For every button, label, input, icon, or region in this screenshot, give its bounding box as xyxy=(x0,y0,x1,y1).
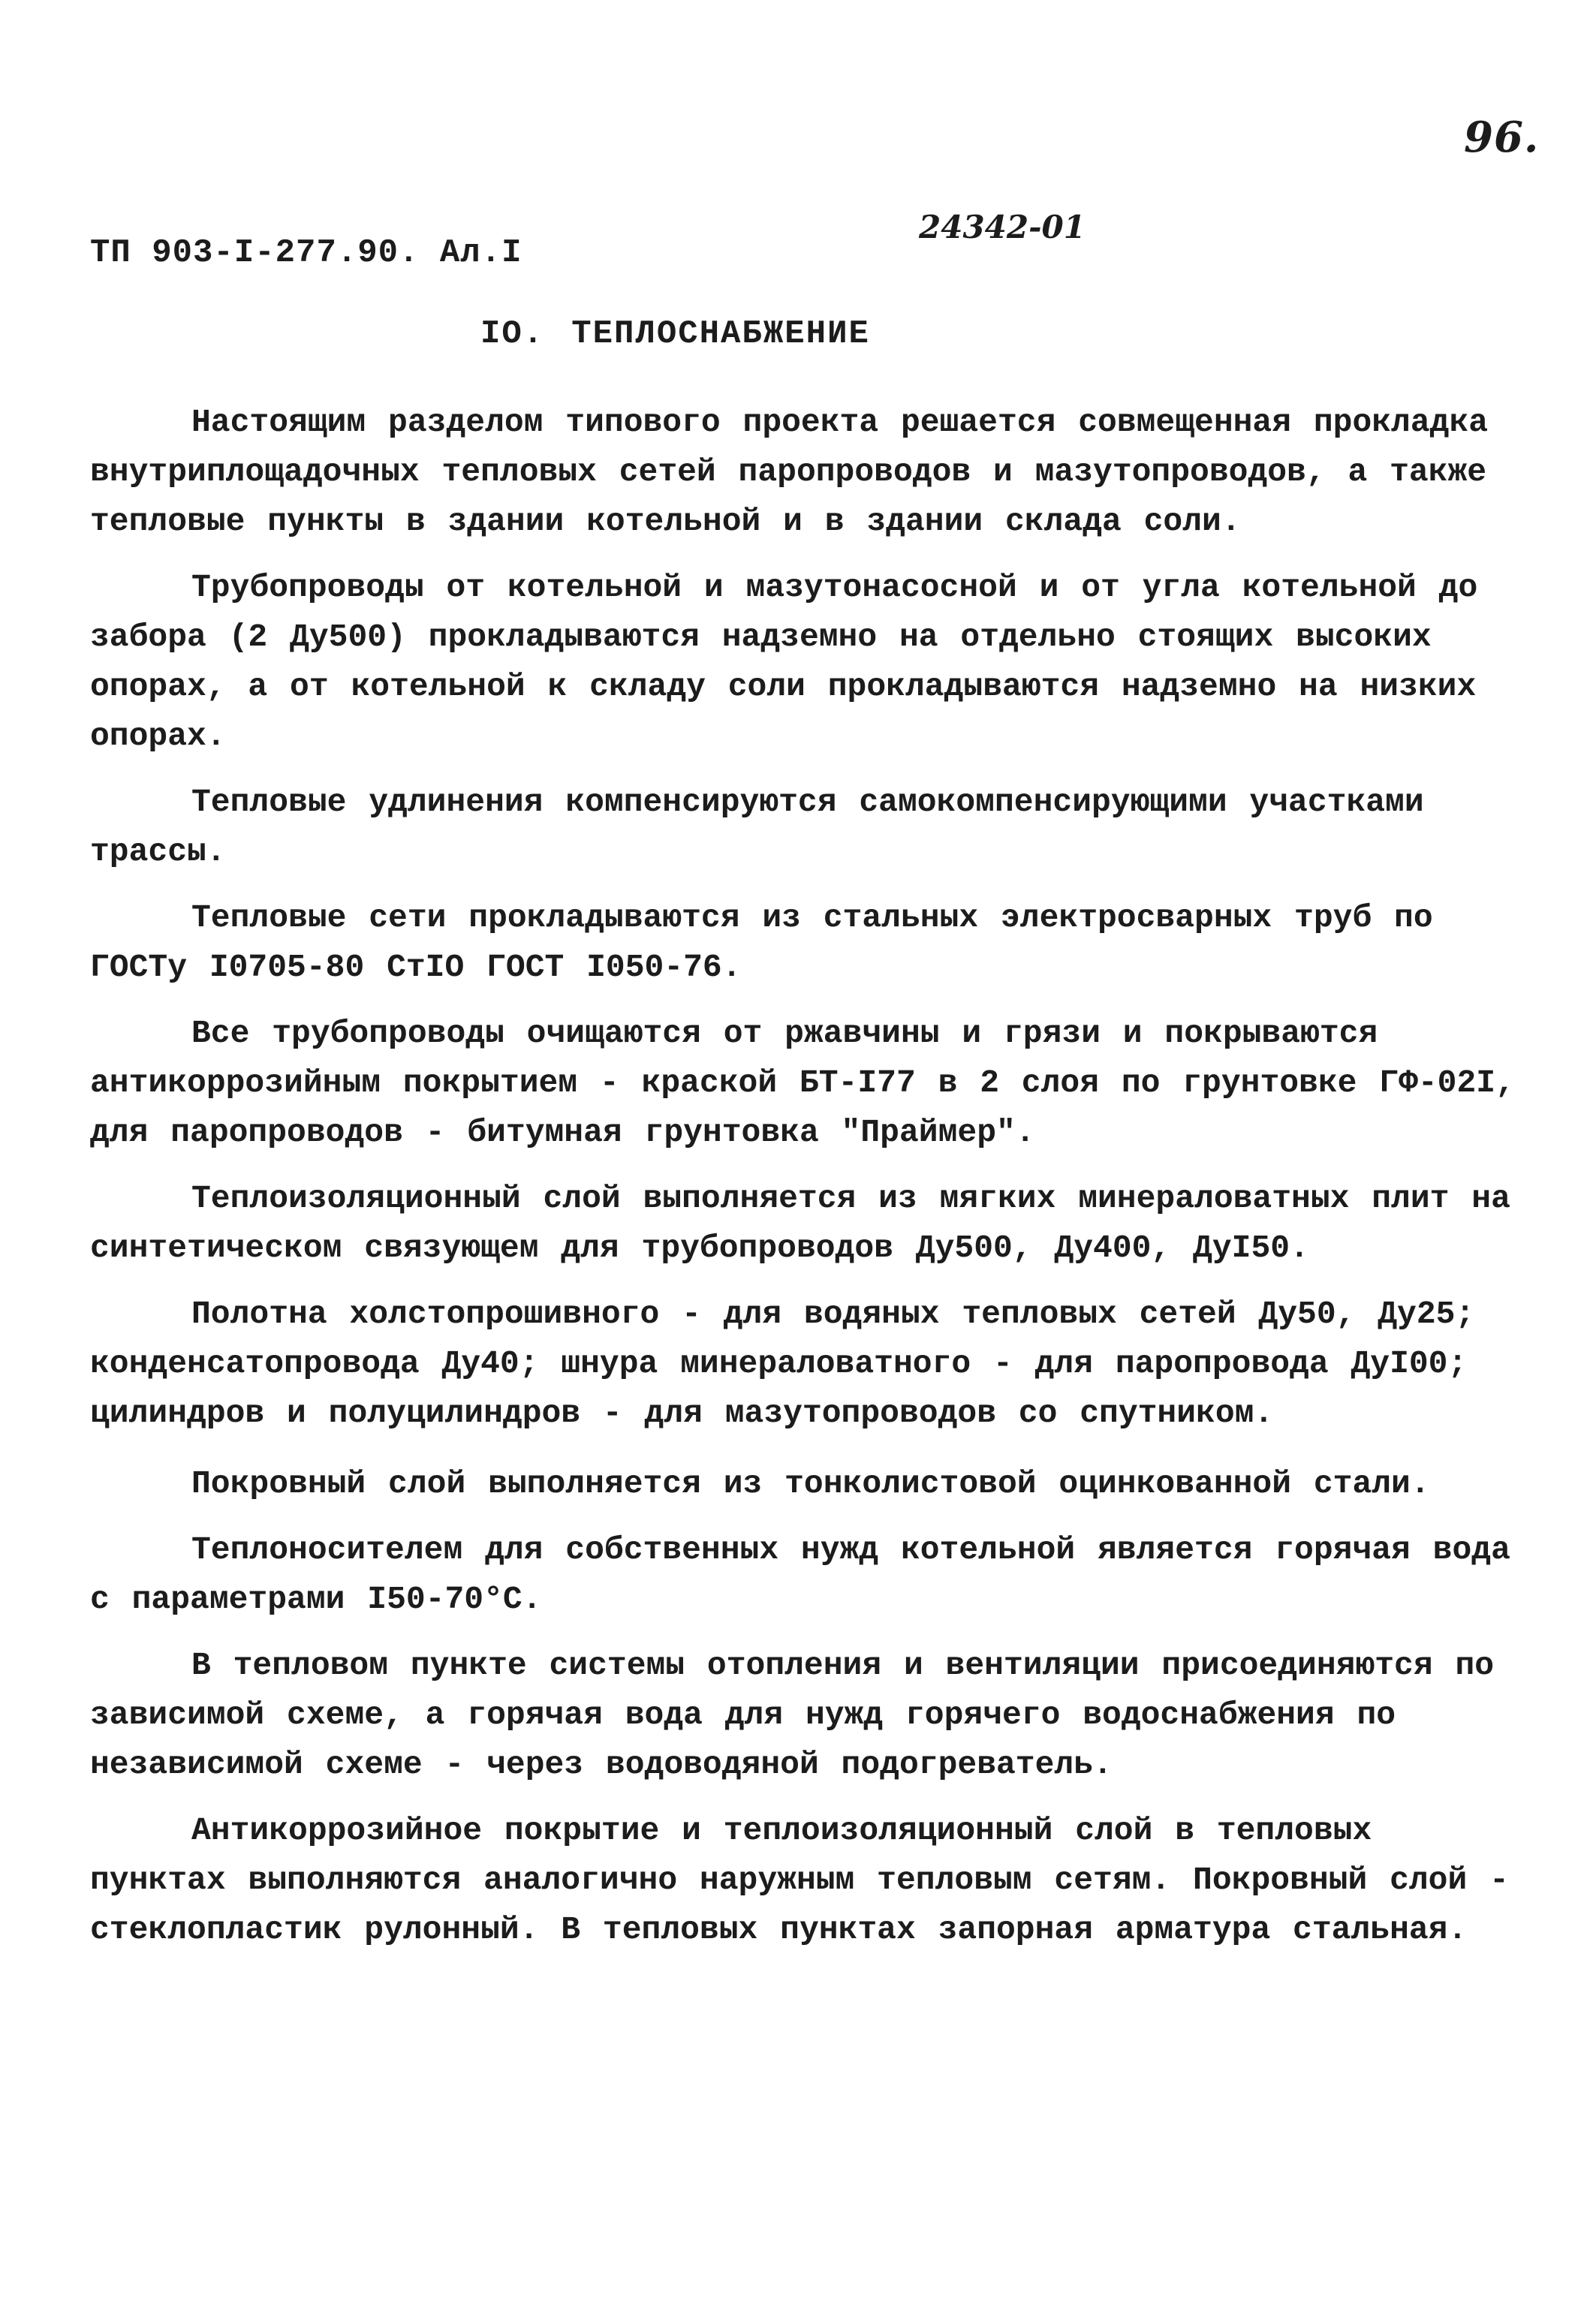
paragraph: Трубопроводы от котельной и мазутонасосной и от угла котельной до забора (2 Ду500) прокладываются надземно на отдельно стоящих высоких опорах, а от котельной к складу соли прокладываются надземно на низких опорах. xyxy=(90,569,1501,754)
paragraph: Теплоносителем для собственных нужд котельной является горячая вода с параметрами I50-70°С. xyxy=(90,1531,1533,1618)
handwritten-note: 24342-01 xyxy=(919,209,1086,245)
paragraph: В тепловом пункте системы отопления и вентиляции присоединяются по зависимой схеме, а горячая вода для нужд горячего водоснабжения по независимой схеме - через водоводяной подогреватель. xyxy=(90,1647,1516,1783)
paragraph: Антикоррозийное покрытие и теплоизоляционный слой в тепловых пунктах выполняются аналогично наружным тепловым сетям. Покровный слой - стеклопластик рулонный. В тепловых пунктах запорная арматура стальная. xyxy=(90,1812,1531,1948)
paragraph: Покровный слой выполняется из тонколистовой оцинкованной стали. xyxy=(191,1465,1430,1502)
document-code: ТП 903-I-277.90. Ал.I xyxy=(90,234,522,272)
paragraph: Тепловые сети прокладываются из стальных электросварных труб по ГОСТу I0705-80 СтIO ГОСТ I050-76. xyxy=(90,899,1456,986)
paragraph: Все трубопроводы очищаются от ржавчины и грязи и покрываются антикоррозийным покрытием - краской БТ-I77 в 2 слоя по грунтовке ГФ-02I, для паропроводов - битумная грунтовка "Праймер". xyxy=(90,1015,1537,1151)
paragraph: Тепловые удлинения компенсируются самокомпенсирующими участками трассы. xyxy=(90,784,1447,870)
page-number: 96. xyxy=(1464,113,1540,162)
section-title: ТЕПЛОСНАБЖЕНИЕ xyxy=(571,315,870,353)
paragraph: Теплоизоляционный слой выполняется из мягких минераловатных плит на синтетическом связующем для трубопроводов Ду500, Ду400, ДуI50. xyxy=(90,1180,1533,1266)
body-text xyxy=(90,398,1537,1971)
paragraph: Полотна холстопрошивного - для водяных тепловых сетей Ду50, Ду25; конденсатопровода Ду40; шнура минераловатного - для паропровода ДуI00; цилиндров и полуцилиндров - для мазутопроводов со спутником. xyxy=(90,1296,1498,1431)
section-heading xyxy=(480,315,870,353)
paragraph: Настоящим разделом типового проекта решается совмещенная прокладка внутриплощадочных тепловых сетей паропроводов и мазутопроводов, а также тепловые пункты в здании котельной и в здании склада соли. xyxy=(90,404,1510,540)
section-number: IO. xyxy=(480,315,545,353)
